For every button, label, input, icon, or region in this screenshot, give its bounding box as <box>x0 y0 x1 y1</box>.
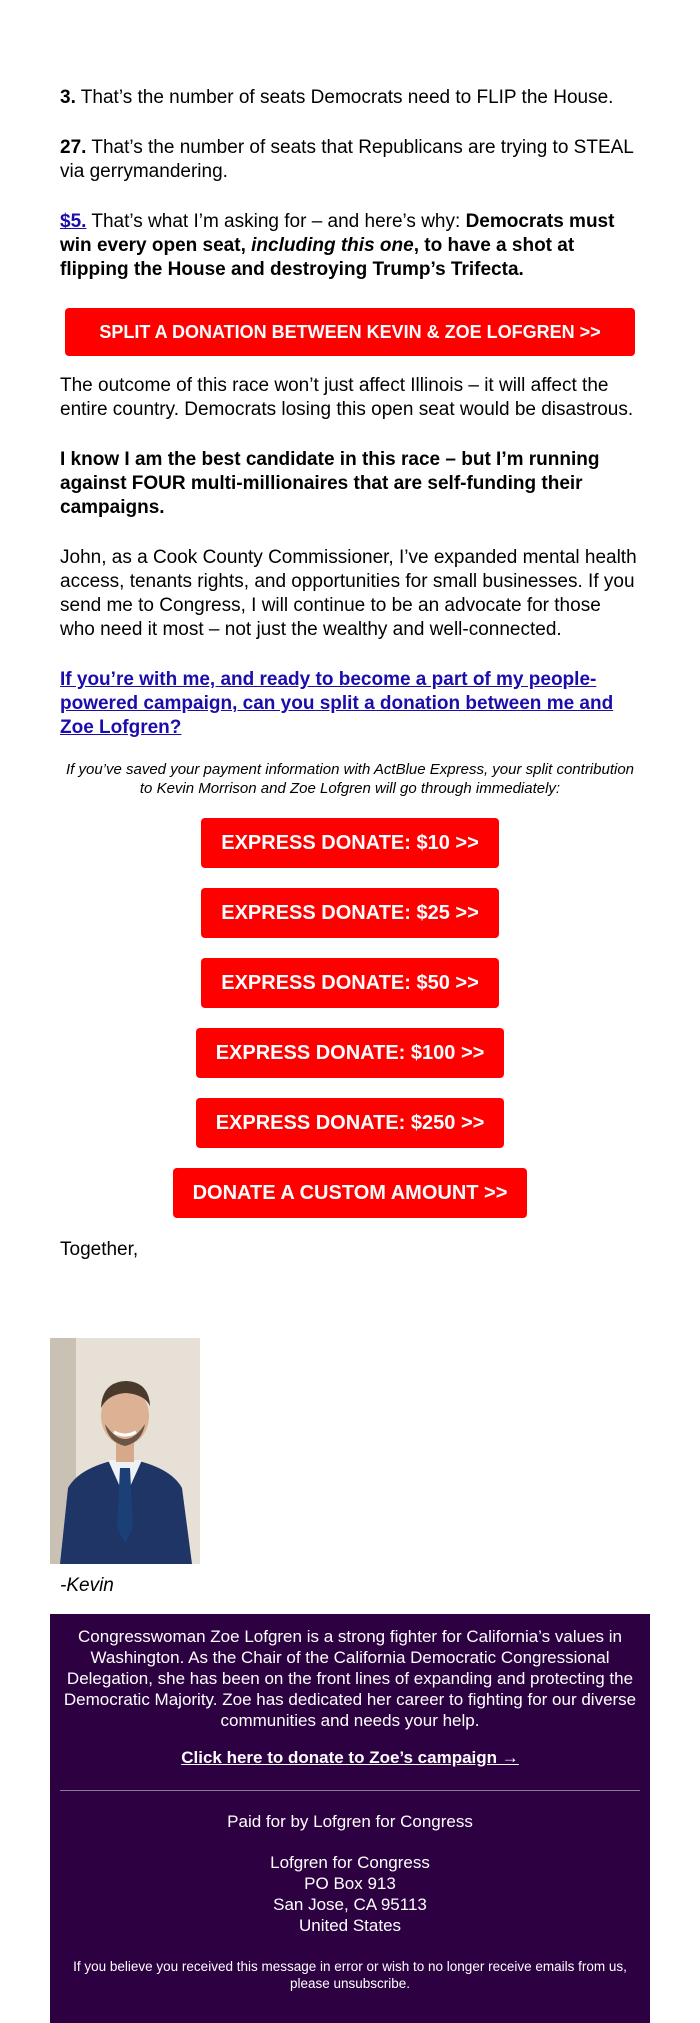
split-donation-link[interactable]: If you’re with me, and ready to become a part of my people-powered campaign, can you split a donation between me and Zoe Lofgren? <box>60 669 614 738</box>
number-three: 3. <box>60 87 76 108</box>
kevin-portrait-photo <box>50 1338 200 1564</box>
number-twentyseven: 27. <box>60 137 87 158</box>
footer <box>50 1614 650 2023</box>
together-signoff: Together, <box>60 1239 139 1260</box>
express-donate-250-button[interactable]: EXPRESS DONATE: $250 >> <box>196 1098 504 1148</box>
lofgren-blurb: Congresswoman Zoe Lofgren is a strong fighter for California’s values in Washington. As the Chair of the California Democratic Congressional Delegation, she has been on the front lines of expanding and protecting the Democratic Majority. Zoe has dedicated her career to fighting for our diverse communities and needs your help. <box>63 1627 637 1730</box>
seats-flip-paragraph <box>60 86 640 110</box>
ask-bold-italic: including this one <box>251 235 414 256</box>
unsubscribe-notice[interactable]: If you believe you received this message in error or wish to no longer receive emails from us, please unsubscribe. <box>73 1959 627 1991</box>
gerrymander-text: That’s the number of seats that Republicans are trying to STEAL via gerrymandering. <box>60 137 634 182</box>
portrait-illustration <box>50 1338 200 1564</box>
address-line-2: PO Box 913 <box>304 1874 396 1893</box>
address-line-1: Lofgren for Congress <box>270 1853 430 1872</box>
donate-zoe-link[interactable]: Click here to donate to Zoe’s campaign → <box>181 1748 519 1767</box>
seats-flip-text: That’s the number of seats Democrats need to FLIP the House. <box>75 87 614 108</box>
actblue-express-note: If you’ve saved your payment information with ActBlue Express, your split contribution to Kevin Morrison and Zoe Lofgren will go through immediately: <box>65 761 635 797</box>
gerrymander-paragraph <box>60 136 640 184</box>
email-body <box>60 86 640 1262</box>
address-line-3: San Jose, CA 95113 <box>273 1895 427 1914</box>
kevin-signature: -Kevin <box>60 1575 114 1596</box>
ask-text: That’s what I’m asking for – and here’s why: <box>86 211 466 232</box>
record-paragraph: John, as a Cook County Commissioner, I’ve expanded mental health access, tenants rights, and opportunities for small businesses. If you send me to Congress, I will continue to be an advocate for those who need it most – not just the wealthy and well-connected. <box>60 547 637 640</box>
five-dollar-link[interactable]: $5. <box>60 211 87 232</box>
express-donate-100-button[interactable]: EXPRESS DONATE: $100 >> <box>196 1028 504 1078</box>
ask-bold-a: Democrats must win every open seat, <box>60 211 615 256</box>
ask-paragraph <box>60 210 640 282</box>
address-line-4: United States <box>298 1916 402 1935</box>
express-donate-25-button[interactable]: EXPRESS DONATE: $25 >> <box>201 888 499 938</box>
ask-bold-b: , to have a shot at flipping the House and destroying Trump’s Trifecta. <box>60 235 575 280</box>
outcome-paragraph: The outcome of this race won’t just affect Illinois – it will affect the entire country. Democrats losing this open seat would be disastrous. <box>60 375 634 420</box>
express-donate-10-button[interactable]: EXPRESS DONATE: $10 >> <box>201 818 499 868</box>
split-donation-button[interactable]: SPLIT A DONATION BETWEEN KEVIN & ZOE LOFGREN >> <box>65 308 635 356</box>
paid-for-disclaimer: Paid for by Lofgren for Congress <box>227 1812 473 1831</box>
custom-amount-button[interactable]: DONATE A CUSTOM AMOUNT >> <box>173 1168 527 1218</box>
candidate-paragraph: I know I am the best candidate in this race – but I’m running against FOUR multi-millionaires that are self-funding their campaigns. <box>60 449 600 518</box>
express-donate-50-button[interactable]: EXPRESS DONATE: $50 >> <box>201 958 499 1008</box>
